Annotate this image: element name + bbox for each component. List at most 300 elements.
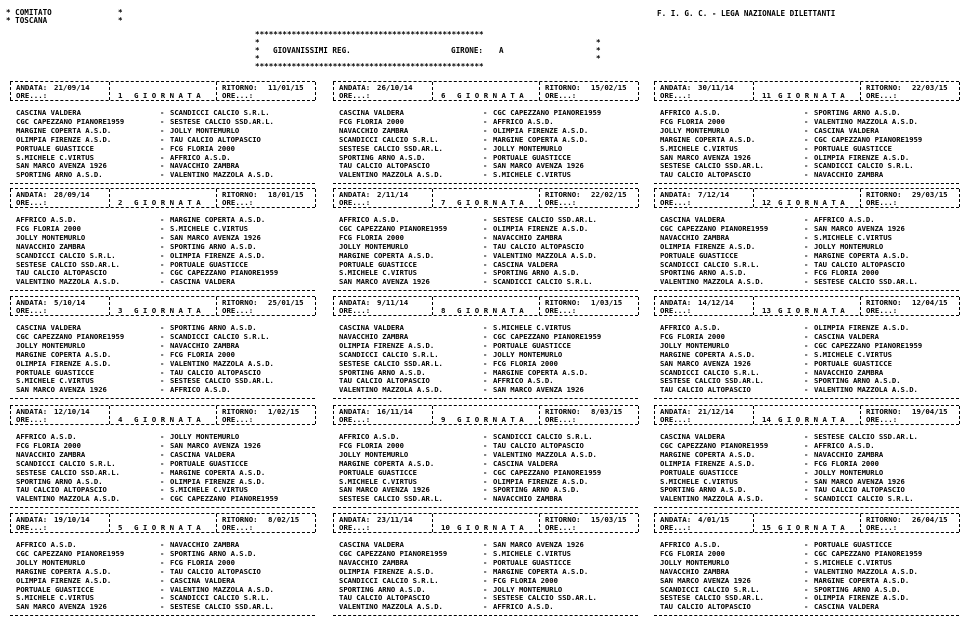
divider xyxy=(10,507,315,508)
home-team: SAN MARCO AVENZA 1926 xyxy=(660,152,751,162)
home-team: JOLLY MONTEMURLO xyxy=(339,241,409,251)
ritorno-label: RITORNO: xyxy=(545,83,581,92)
divider xyxy=(333,405,638,406)
away-team: FCG FLORIA 2000 xyxy=(814,458,879,468)
home-team: PORTUALE GUASTICCE xyxy=(16,143,94,153)
match-dash: - xyxy=(160,494,165,504)
home-team: SAN MARCO AVENZA 1926 xyxy=(660,358,751,368)
home-team: SESTESE CALCIO SSD.AR.L. xyxy=(339,143,443,153)
ritorno-date: 22/03/15 xyxy=(912,83,948,92)
divider xyxy=(432,82,433,100)
divider xyxy=(654,405,959,406)
divider xyxy=(10,207,315,208)
home-team: SESTESE CALCIO SSD.AR.L. xyxy=(660,161,764,171)
divider xyxy=(333,615,638,616)
match-dash: - xyxy=(160,584,165,594)
match-dash: - xyxy=(804,467,809,477)
home-team: SESTESE CALCIO SSD.AR.L. xyxy=(16,259,120,269)
home-team: AFFRICO A.S.D. xyxy=(16,432,77,441)
match-dash: - xyxy=(160,376,165,386)
away-team: TAU CALCIO ALTOPASCIO xyxy=(493,440,584,450)
match-dash: - xyxy=(160,232,165,242)
away-team: NAVACCHIO ZAMBRA xyxy=(814,449,884,459)
round-block xyxy=(10,513,315,622)
divider xyxy=(654,315,959,316)
ore-label: ORE...: xyxy=(660,415,692,424)
giornata-number: 11 xyxy=(762,91,771,100)
home-team: JOLLY MONTEMURLO xyxy=(16,232,86,242)
ritorno-label: RITORNO: xyxy=(545,407,581,416)
match-dash: - xyxy=(804,458,809,468)
home-team: PORTUALE GUASTICCE xyxy=(660,250,738,260)
match-dash: - xyxy=(483,340,488,350)
match-dash: - xyxy=(483,241,488,251)
ritorno-date: 15/03/15 xyxy=(591,515,627,524)
home-team: SESTESE CALCIO SSD.AR.L. xyxy=(660,376,764,386)
away-team: SCANDICCI CALCIO S.R.L. xyxy=(814,494,914,504)
round-block xyxy=(333,81,638,190)
giornata-number: 12 xyxy=(762,198,771,207)
divider xyxy=(860,82,861,100)
away-team: PORTUALE GUASTICCE xyxy=(493,152,571,162)
divider xyxy=(753,297,754,315)
away-team: OLIMPIA FIRENZE A.S.D. xyxy=(814,152,910,162)
home-team: SAN MARCO AVENZA 1926 xyxy=(16,385,107,395)
away-team: NAVACCHIO ZAMBRA xyxy=(814,170,884,180)
away-team: OLIMPIA FIRENZE A.S.D. xyxy=(493,476,589,486)
away-team: SPORTING ARNO A.S.D. xyxy=(493,485,580,495)
home-team: S.MICHELE C.VIRTUS xyxy=(16,376,94,386)
andata-date: 30/11/14 xyxy=(698,83,734,92)
divider xyxy=(333,207,638,208)
home-team: JOLLY MONTEMURLO xyxy=(660,340,730,350)
title-box: ************************************************** * * * * * * ************************************************** GIOVANISSIMI REG. GIRONE: A xyxy=(255,30,601,71)
giornata-number: 10 xyxy=(441,523,450,532)
divider xyxy=(432,189,433,207)
home-team: AFFRICO A.S.D. xyxy=(339,432,400,441)
divider xyxy=(959,82,960,100)
home-team: MARGINE COPERTA A.S.D. xyxy=(16,125,112,135)
ore-label: ORE...: xyxy=(222,415,254,424)
divider xyxy=(333,188,638,189)
header-left-line1: * COMITATO xyxy=(6,8,52,17)
ritorno-date: 29/03/15 xyxy=(912,190,948,199)
round-block xyxy=(654,81,959,190)
home-team: S.MICHELE C.VIRTUS xyxy=(660,476,738,486)
home-team: AFFRICO A.S.D. xyxy=(339,215,400,224)
divider xyxy=(638,82,639,100)
divider xyxy=(216,297,217,315)
andata-date: 9/11/14 xyxy=(377,298,409,307)
match-dash: - xyxy=(804,232,809,242)
divider xyxy=(654,207,959,208)
home-team: PORTUALE GUASTICCE xyxy=(16,584,94,594)
ritorno-label: RITORNO: xyxy=(222,83,258,92)
andata-date: 26/10/14 xyxy=(377,83,413,92)
home-team: VALENTINO MAZZOLA A.S.D. xyxy=(16,277,120,287)
andata-date: 7/12/14 xyxy=(698,190,730,199)
ore-label: ORE...: xyxy=(866,198,898,207)
divider xyxy=(654,82,655,100)
divider xyxy=(333,183,638,184)
ore-label: ORE...: xyxy=(339,415,371,424)
match-dash: - xyxy=(160,385,165,395)
giornata-label: G I O R N A T A xyxy=(134,198,201,207)
away-team: S.MICHELE C.VIRTUS xyxy=(170,485,248,495)
ore-label: ORE...: xyxy=(660,523,692,532)
giornata-label: G I O R N A T A xyxy=(457,415,524,424)
away-team: S.MICHELE C.VIRTUS xyxy=(493,548,571,558)
ritorno-label: RITORNO: xyxy=(222,190,258,199)
match-dash: - xyxy=(804,593,809,603)
away-team: S.MICHELE C.VIRTUS xyxy=(814,557,892,567)
home-team: VALENTINO MAZZOLA A.S.D. xyxy=(660,494,764,504)
giornata-number: 3 xyxy=(118,306,123,315)
match-dash: - xyxy=(483,385,488,395)
divider xyxy=(539,82,540,100)
ore-label: ORE...: xyxy=(16,523,48,532)
match-dash: - xyxy=(804,432,809,441)
home-team: MARGINE COPERTA A.S.D. xyxy=(16,349,112,359)
ritorno-date: 26/04/15 xyxy=(912,515,948,524)
ore-label: ORE...: xyxy=(339,523,371,532)
divider xyxy=(959,189,960,207)
home-team: JOLLY MONTEMURLO xyxy=(16,340,86,350)
giornata-label: G I O R N A T A xyxy=(778,198,845,207)
divider xyxy=(216,406,217,424)
home-team: FCG FLORIA 2000 xyxy=(16,440,81,450)
andata-label: ANDATA: xyxy=(660,298,692,307)
away-team: JOLLY MONTEMURLO xyxy=(493,584,563,594)
home-team: SESTESE CALCIO SSD.AR.L. xyxy=(339,494,443,504)
match-dash: - xyxy=(483,125,488,135)
round-block xyxy=(333,405,638,514)
divider xyxy=(10,290,315,291)
away-team: PORTUALE GUASTICCE xyxy=(170,259,248,269)
divider xyxy=(333,398,638,399)
ore-label: ORE...: xyxy=(545,198,577,207)
match-dash: - xyxy=(483,540,488,549)
divider xyxy=(10,398,315,399)
divider xyxy=(333,296,638,297)
away-team: SCANDICCI CALCIO S.R.L. xyxy=(814,161,914,171)
match-dash: - xyxy=(804,223,809,233)
home-team: S.MICHELE C.VIRTUS xyxy=(339,476,417,486)
match-dash: - xyxy=(804,241,809,251)
asterisk: * xyxy=(118,8,123,17)
away-team: VALENTINO MAZZOLA A.S.D. xyxy=(493,250,597,260)
giornata-label: G I O R N A T A xyxy=(134,415,201,424)
divider xyxy=(333,100,638,101)
ritorno-date: 1/02/15 xyxy=(268,407,300,416)
home-team: FCG FLORIA 2000 xyxy=(660,548,725,558)
away-team: SCANDICCI CALCIO S.R.L. xyxy=(170,593,270,603)
match-dash: - xyxy=(804,548,809,558)
divider xyxy=(333,514,334,532)
match-dash: - xyxy=(160,215,165,224)
away-team: S.MICHELE C.VIRTUS xyxy=(170,223,248,233)
away-team: SPORTING ARNO A.S.D. xyxy=(814,108,901,117)
ore-label: ORE...: xyxy=(222,198,254,207)
away-team: VALENTINO MAZZOLA A.S.D. xyxy=(170,584,274,594)
away-team: PORTUALE GUASTICCE xyxy=(814,143,892,153)
home-team: S.MICHELE C.VIRTUS xyxy=(16,152,94,162)
giornata-number: 8 xyxy=(441,306,446,315)
ore-label: ORE...: xyxy=(339,306,371,315)
giornata-label: G I O R N A T A xyxy=(134,523,201,532)
divider xyxy=(333,532,638,533)
andata-label: ANDATA: xyxy=(660,407,692,416)
home-team: MARGINE COPERTA A.S.D. xyxy=(660,449,756,459)
ritorno-date: 22/02/15 xyxy=(591,190,627,199)
away-team: SESTESE CALCIO SSD.AR.L. xyxy=(493,593,597,603)
divider xyxy=(654,290,959,291)
ritorno-label: RITORNO: xyxy=(866,83,902,92)
match-dash: - xyxy=(483,215,488,224)
divider xyxy=(654,297,655,315)
away-team: SESTESE CALCIO SSD.AR.L. xyxy=(814,277,918,287)
away-team: AFFRICO A.S.D. xyxy=(814,215,875,224)
away-team: TAU CALCIO ALTOPASCIO xyxy=(814,259,905,269)
divider xyxy=(315,82,316,100)
match-dash: - xyxy=(160,602,165,612)
away-team: NAVACCHIO ZAMBRA xyxy=(493,494,563,504)
away-team: OLIMPIA FIRENZE A.S.D. xyxy=(493,125,589,135)
divider xyxy=(216,189,217,207)
match-dash: - xyxy=(483,593,488,603)
match-dash: - xyxy=(804,566,809,576)
match-dash: - xyxy=(483,458,488,468)
away-team: AFFRICO A.S.D. xyxy=(170,152,231,162)
match-dash: - xyxy=(160,449,165,459)
divider xyxy=(333,81,638,82)
match-dash: - xyxy=(804,385,809,395)
ore-label: ORE...: xyxy=(866,523,898,532)
divider xyxy=(315,406,316,424)
away-team: SAN MARCO AVENZA 1926 xyxy=(493,161,584,171)
home-team: JOLLY MONTEMURLO xyxy=(660,557,730,567)
ore-label: ORE...: xyxy=(16,415,48,424)
header-right: F. I. G. C. - LEGA NAZIONALE DILETTANTI xyxy=(657,9,836,18)
match-dash: - xyxy=(160,250,165,260)
andata-date: 21/09/14 xyxy=(54,83,90,92)
home-team: SPORTING ARNO A.S.D. xyxy=(339,367,426,377)
away-team: FCG FLORIA 2000 xyxy=(493,358,558,368)
home-team: NAVACCHIO ZAMBRA xyxy=(16,449,86,459)
match-dash: - xyxy=(804,449,809,459)
match-dash: - xyxy=(483,432,488,441)
home-team: TAU CALCIO ALTOPASCIO xyxy=(16,485,107,495)
divider xyxy=(10,513,315,514)
match-dash: - xyxy=(160,566,165,576)
divider xyxy=(959,406,960,424)
round-block xyxy=(10,296,315,405)
andata-date: 19/10/14 xyxy=(54,515,90,524)
ore-label: ORE...: xyxy=(660,306,692,315)
divider xyxy=(109,189,110,207)
home-team: OLIMPIA FIRENZE A.S.D. xyxy=(660,241,756,251)
away-team: VALENTINO MAZZOLA A.S.D. xyxy=(170,170,274,180)
giornata-number: 1 xyxy=(118,91,123,100)
match-dash: - xyxy=(804,476,809,486)
home-team: CGC CAPEZZANO PIANORE1959 xyxy=(339,548,448,558)
away-team: CASCINA VALDERA xyxy=(170,449,235,459)
away-team: FCG FLORIA 2000 xyxy=(170,143,235,153)
away-team: NAVACCHIO ZAMBRA xyxy=(170,161,240,171)
ritorno-label: RITORNO: xyxy=(866,407,902,416)
home-team: SPORTING ARNO A.S.D. xyxy=(660,485,747,495)
divider xyxy=(333,424,638,425)
away-team: NAVACCHIO ZAMBRA xyxy=(814,367,884,377)
home-team: CGC CAPEZZANO PIANORE1959 xyxy=(660,440,769,450)
away-team: CGC CAPEZZANO PIANORE1959 xyxy=(170,268,279,278)
home-team: SAN MARCO AVENZA 1926 xyxy=(660,575,751,585)
match-dash: - xyxy=(483,232,488,242)
away-team: JOLLY MONTEMURLO xyxy=(814,241,884,251)
home-team: SCANDICCI CALCIO S.R.L. xyxy=(16,250,116,260)
divider xyxy=(333,82,334,100)
divider xyxy=(432,406,433,424)
match-dash: - xyxy=(483,584,488,594)
ore-label: ORE...: xyxy=(339,198,371,207)
andata-label: ANDATA: xyxy=(16,298,48,307)
box-border-bottom: ************************************************** xyxy=(255,62,484,71)
home-team: FCG FLORIA 2000 xyxy=(339,440,404,450)
divider xyxy=(753,406,754,424)
match-dash: - xyxy=(160,593,165,603)
ore-label: ORE...: xyxy=(339,91,371,100)
match-dash: - xyxy=(483,134,488,144)
match-dash: - xyxy=(804,215,809,224)
ritorno-date: 12/04/15 xyxy=(912,298,948,307)
home-team: AFFRICO A.S.D. xyxy=(660,323,721,332)
home-team: OLIMPIA FIRENZE A.S.D. xyxy=(16,358,112,368)
andata-label: ANDATA: xyxy=(339,298,371,307)
divider xyxy=(10,615,315,616)
match-dash: - xyxy=(483,108,488,117)
match-dash: - xyxy=(483,323,488,332)
match-dash: - xyxy=(804,116,809,126)
away-team: MARGINE COPERTA A.S.D. xyxy=(170,467,266,477)
giornata-number: 9 xyxy=(441,415,446,424)
away-team: NAVACCHIO ZAMBRA xyxy=(170,340,240,350)
ore-label: ORE...: xyxy=(545,523,577,532)
header-left-line2: * TOSCANA xyxy=(6,16,48,25)
match-dash: - xyxy=(160,358,165,368)
home-team: JOLLY MONTEMURLO xyxy=(339,449,409,459)
ritorno-label: RITORNO: xyxy=(545,190,581,199)
round-block xyxy=(654,296,959,405)
match-dash: - xyxy=(483,116,488,126)
andata-date: 12/10/14 xyxy=(54,407,90,416)
andata-date: 14/12/14 xyxy=(698,298,734,307)
andata-label: ANDATA: xyxy=(339,515,371,524)
ritorno-date: 19/04/15 xyxy=(912,407,948,416)
home-team: NAVACCHIO ZAMBRA xyxy=(339,331,409,341)
away-team: CASCINA VALDERA xyxy=(493,458,558,468)
divider xyxy=(10,424,315,425)
home-team: TAU CALCIO ALTOPASCIO xyxy=(660,602,751,612)
match-dash: - xyxy=(160,557,165,567)
home-team: SCANDICCI CALCIO S.R.L. xyxy=(339,134,439,144)
away-team: FCG FLORIA 2000 xyxy=(170,349,235,359)
away-team: SPORTING ARNO A.S.D. xyxy=(814,584,901,594)
home-team: PORTUALE GUASTICCE xyxy=(16,367,94,377)
away-team: SESTESE CALCIO SSD.AR.L. xyxy=(170,602,274,612)
ritorno-date: 11/01/15 xyxy=(268,83,304,92)
match-dash: - xyxy=(483,557,488,567)
home-team: SCANDICCI CALCIO S.R.L. xyxy=(339,575,439,585)
giornata-label: G I O R N A T A xyxy=(778,415,845,424)
ritorno-label: RITORNO: xyxy=(545,515,581,524)
away-team: SAN MARCO AVENZA 1926 xyxy=(493,385,584,395)
away-team: SESTESE CALCIO SSD.AR.L. xyxy=(814,432,918,441)
home-team: CASCINA VALDERA xyxy=(16,108,81,117)
away-team: CASCINA VALDERA xyxy=(493,259,558,269)
divider xyxy=(539,514,540,532)
ore-label: ORE...: xyxy=(545,306,577,315)
match-dash: - xyxy=(804,125,809,135)
match-dash: - xyxy=(160,268,165,278)
match-dash: - xyxy=(160,125,165,135)
andata-date: 28/09/14 xyxy=(54,190,90,199)
match-dash: - xyxy=(160,170,165,180)
home-team: SESTESE CALCIO SSD.AR.L. xyxy=(660,593,764,603)
away-team: PORTUALE GUASTICCE xyxy=(814,358,892,368)
divider xyxy=(10,188,315,189)
match-dash: - xyxy=(483,152,488,162)
home-team: PORTUALE GUASTICCE xyxy=(339,467,417,477)
home-team: TAU CALCIO ALTOPASCIO xyxy=(660,170,751,180)
match-dash: - xyxy=(160,143,165,153)
match-dash: - xyxy=(804,268,809,278)
match-dash: - xyxy=(804,485,809,495)
divider xyxy=(638,514,639,532)
ritorno-date: 25/01/15 xyxy=(268,298,304,307)
home-team: S.MICHELE C.VIRTUS xyxy=(660,143,738,153)
away-team: PORTUALE GUASTICCE xyxy=(170,458,248,468)
ore-label: ORE...: xyxy=(16,91,48,100)
home-team: PORTUALE GUASTICCE xyxy=(660,467,738,477)
match-dash: - xyxy=(483,602,488,612)
home-team: FCG FLORIA 2000 xyxy=(339,232,404,242)
girone-label: GIRONE: xyxy=(451,46,484,55)
away-team: SCANDICCI CALCIO S.R.L. xyxy=(170,331,270,341)
away-team: SPORTING ARNO A.S.D. xyxy=(170,241,257,251)
away-team: S.MICHELE C.VIRTUS xyxy=(814,349,892,359)
giornata-label: G I O R N A T A xyxy=(457,523,524,532)
match-dash: - xyxy=(160,134,165,144)
divider xyxy=(10,405,315,406)
divider xyxy=(860,514,861,532)
match-dash: - xyxy=(160,548,165,558)
home-team: VALENTINO MAZZOLA A.S.D. xyxy=(16,494,120,504)
match-dash: - xyxy=(483,376,488,386)
ritorno-label: RITORNO: xyxy=(222,298,258,307)
home-team: VALENTINO MAZZOLA A.S.D. xyxy=(339,170,443,180)
ore-label: ORE...: xyxy=(16,198,48,207)
home-team: TAU CALCIO ALTOPASCIO xyxy=(339,593,430,603)
away-team: FCG FLORIA 2000 xyxy=(170,557,235,567)
away-team: OLIMPIA FIRENZE A.S.D. xyxy=(170,250,266,260)
divider xyxy=(10,81,315,82)
home-team: SPORTING ARNO A.S.D. xyxy=(339,584,426,594)
divider xyxy=(10,532,315,533)
match-dash: - xyxy=(804,277,809,287)
away-team: CASCINA VALDERA xyxy=(814,331,879,341)
away-team: FCG FLORIA 2000 xyxy=(814,268,879,278)
away-team: JOLLY MONTEMURLO xyxy=(493,143,563,153)
